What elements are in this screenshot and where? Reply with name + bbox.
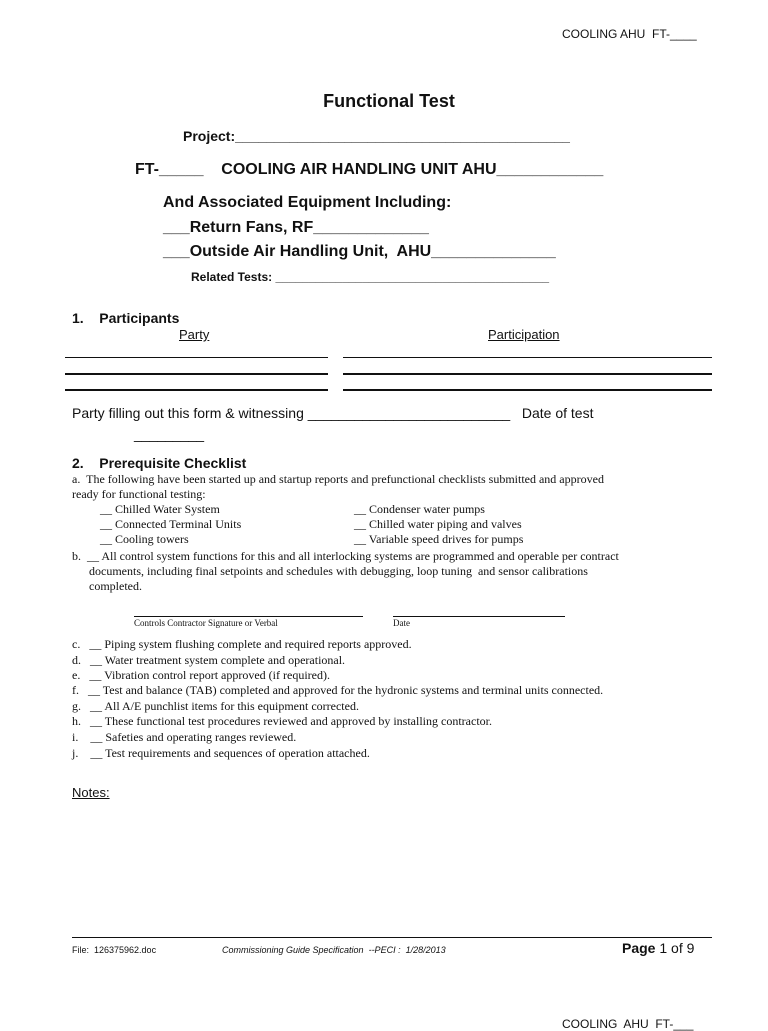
participants-heading: 1. Participants <box>72 310 180 326</box>
checklist-item: __ Chilled Water System <box>100 502 220 516</box>
checklist-item: h. __ These functional test procedures reviewed and approved by installing contractor. <box>72 714 492 728</box>
next-page-header: COOLING AHU FT-___ <box>562 1017 694 1031</box>
checklist-item: i. __ Safeties and operating ranges reviewed. <box>72 730 297 744</box>
participant-line <box>65 389 328 391</box>
party-label: Party <box>179 327 210 342</box>
return-fans-line: ___Return Fans, RF_____________ <box>163 219 429 236</box>
date-label: Date <box>393 618 410 628</box>
witness-line: Party filling out this form & witnessing __________________________ Date of test <box>72 405 594 421</box>
prereq-b-text: b. __ All control system functions for this and all interlocking systems are programmed and operable per contract <box>72 549 619 563</box>
date-of-test-blank: _________ <box>134 426 205 442</box>
participation-line <box>343 389 712 391</box>
participation-line <box>343 357 712 358</box>
participation-line <box>343 373 712 375</box>
related-tests-line: Related Tests: _________________________________________ <box>191 270 550 284</box>
checklist-item: d. __ Water treatment system complete and operational. <box>72 653 346 667</box>
page-count: 1 of 9 <box>655 940 695 956</box>
page-number <box>622 940 694 956</box>
page-header: COOLING AHU FT-____ <box>562 27 697 41</box>
page-word: Page <box>622 940 656 956</box>
date-line <box>393 616 565 617</box>
checklist-item: j. __ Test requirements and sequences of operation attached. <box>72 746 370 760</box>
checklist-item: e. __ Vibration control report approved (if required). <box>72 668 330 682</box>
checklist-item: __ Connected Terminal Units <box>100 517 242 531</box>
checklist-item: f. __ Test and balance (TAB) completed and approved for the hydronic systems and terminal units connected. <box>72 683 604 697</box>
oahu-line: ___Outside Air Handling Unit, AHU______________ <box>163 243 556 260</box>
prereq-b-text: completed. <box>89 579 142 593</box>
checklist-item: g. __ All A/E punchlist items for this equipment corrected. <box>72 699 359 713</box>
checklist-item: c. __ Piping system flushing complete and required reports approved. <box>72 637 412 651</box>
prereq-a-text: ready for functional testing: <box>72 487 206 501</box>
ft-line: FT-_____ COOLING AIR HANDLING UNIT AHU____________ <box>135 161 604 178</box>
participant-line <box>65 373 328 375</box>
signature-label: Controls Contractor Signature or Verbal <box>134 618 278 628</box>
footer-spec: Commissioning Guide Specification --PECI : 1/28/2013 <box>222 945 446 955</box>
checklist-item: __ Cooling towers <box>100 532 189 546</box>
document-title: Functional Test <box>323 91 455 111</box>
notes-label: Notes: <box>72 785 110 800</box>
prereq-heading: 2. Prerequisite Checklist <box>72 455 247 471</box>
participant-line <box>65 357 328 358</box>
footer-rule <box>72 937 712 938</box>
footer-file: File: 126375962.doc <box>72 945 157 955</box>
project-line: Project:___________________________________________ <box>183 128 570 144</box>
signature-line <box>134 616 363 617</box>
checklist-item: __ Chilled water piping and valves <box>354 517 522 531</box>
prereq-b-text: documents, including final setpoints and schedules with debugging, loop tuning and sensor calibrations <box>89 564 588 578</box>
checklist-item: __ Condenser water pumps <box>354 502 485 516</box>
prereq-a-text: a. The following have been started up and startup reports and prefunctional checklists submitted and approved <box>72 472 604 486</box>
participation-label: Participation <box>488 327 560 342</box>
checklist-item: __ Variable speed drives for pumps <box>354 532 524 546</box>
equipment-heading: And Associated Equipment Including: <box>163 194 452 211</box>
